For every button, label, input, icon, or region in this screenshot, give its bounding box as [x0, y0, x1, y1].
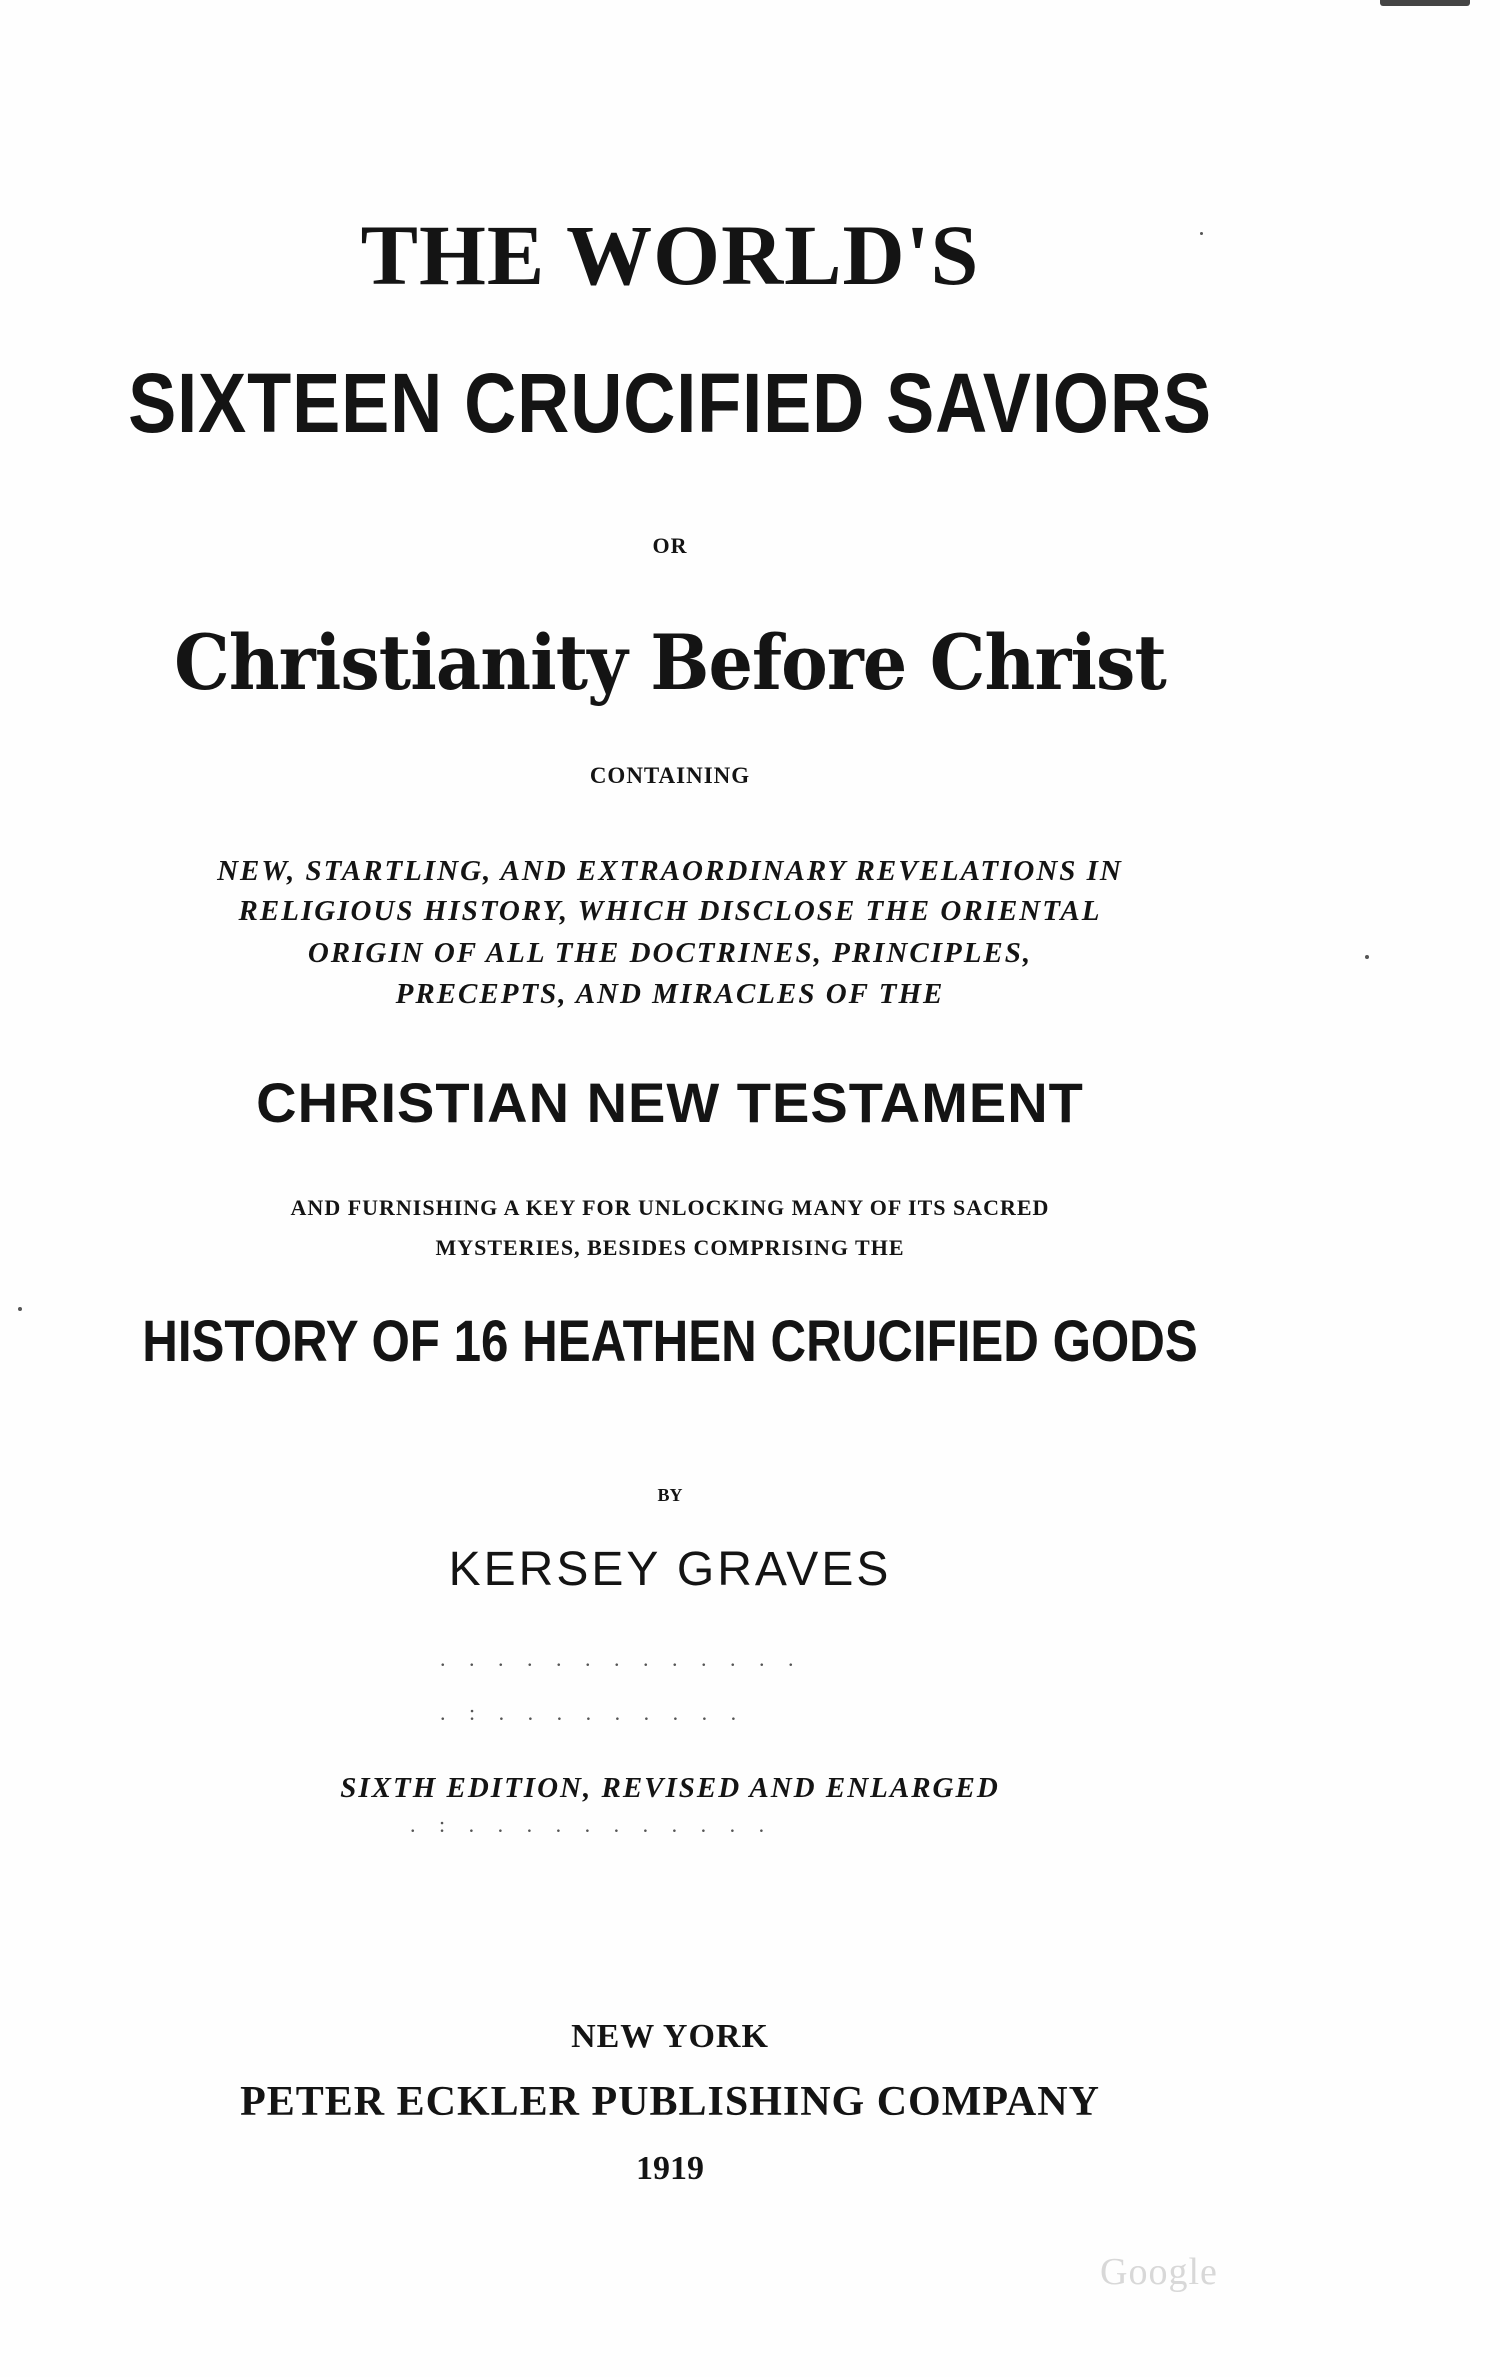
scan-speck — [1365, 955, 1369, 959]
publication-city: NEW YORK — [571, 2018, 769, 2055]
library-stamp-specks: . . . . . . . . . . . . . — [440, 1646, 803, 1671]
containing-label: CONTAINING — [589, 763, 751, 788]
subtitle-blackletter: Christianity Before Christ — [174, 618, 1166, 707]
testament-heading: CHRISTIAN NEW TESTAMENT — [256, 1071, 1084, 1134]
or-label: OR — [652, 533, 688, 558]
by-label: BY — [657, 1485, 683, 1505]
author-name: KERSEY GRAVES — [448, 1543, 892, 1596]
description-line: PRECEPTS, AND MIRACLES OF THE — [395, 978, 945, 1010]
description-line: NEW, STARTLING, AND EXTRAORDINARY REVELATIONS IN — [217, 855, 1123, 887]
title-line-2: SIXTEEN CRUCIFIED SAVIORS — [128, 356, 1212, 450]
scanner-watermark: Google — [1100, 2251, 1218, 2293]
scan-speck — [1200, 232, 1203, 235]
title-line-1: THE WORLD'S — [360, 207, 980, 303]
furnishing-line: AND FURNISHING A KEY FOR UNLOCKING MANY OF ITS SACRED — [290, 1195, 1050, 1220]
scan-mark — [1380, 0, 1470, 6]
publisher-name: PETER ECKLER PUBLISHING COMPANY — [240, 2079, 1100, 2125]
scan-speck — [18, 1307, 22, 1311]
library-stamp-specks: . : . . . . . . . . . . . — [410, 1812, 774, 1837]
description-line: RELIGIOUS HISTORY, WHICH DISCLOSE THE ORIENTAL — [238, 895, 1102, 927]
edition-line: SIXTH EDITION, REVISED AND ENLARGED — [340, 1772, 1000, 1804]
publication-year: 1919 — [636, 2150, 704, 2187]
furnishing-line: MYSTERIES, BESIDES COMPRISING THE — [435, 1235, 905, 1260]
library-stamp-specks: . : . . . . . . . . . — [440, 1700, 746, 1725]
description-line: ORIGIN OF ALL THE DOCTRINES, PRINCIPLES, — [307, 937, 1033, 969]
history-heading: HISTORY OF 16 HEATHEN CRUCIFIED GODS — [142, 1309, 1198, 1374]
